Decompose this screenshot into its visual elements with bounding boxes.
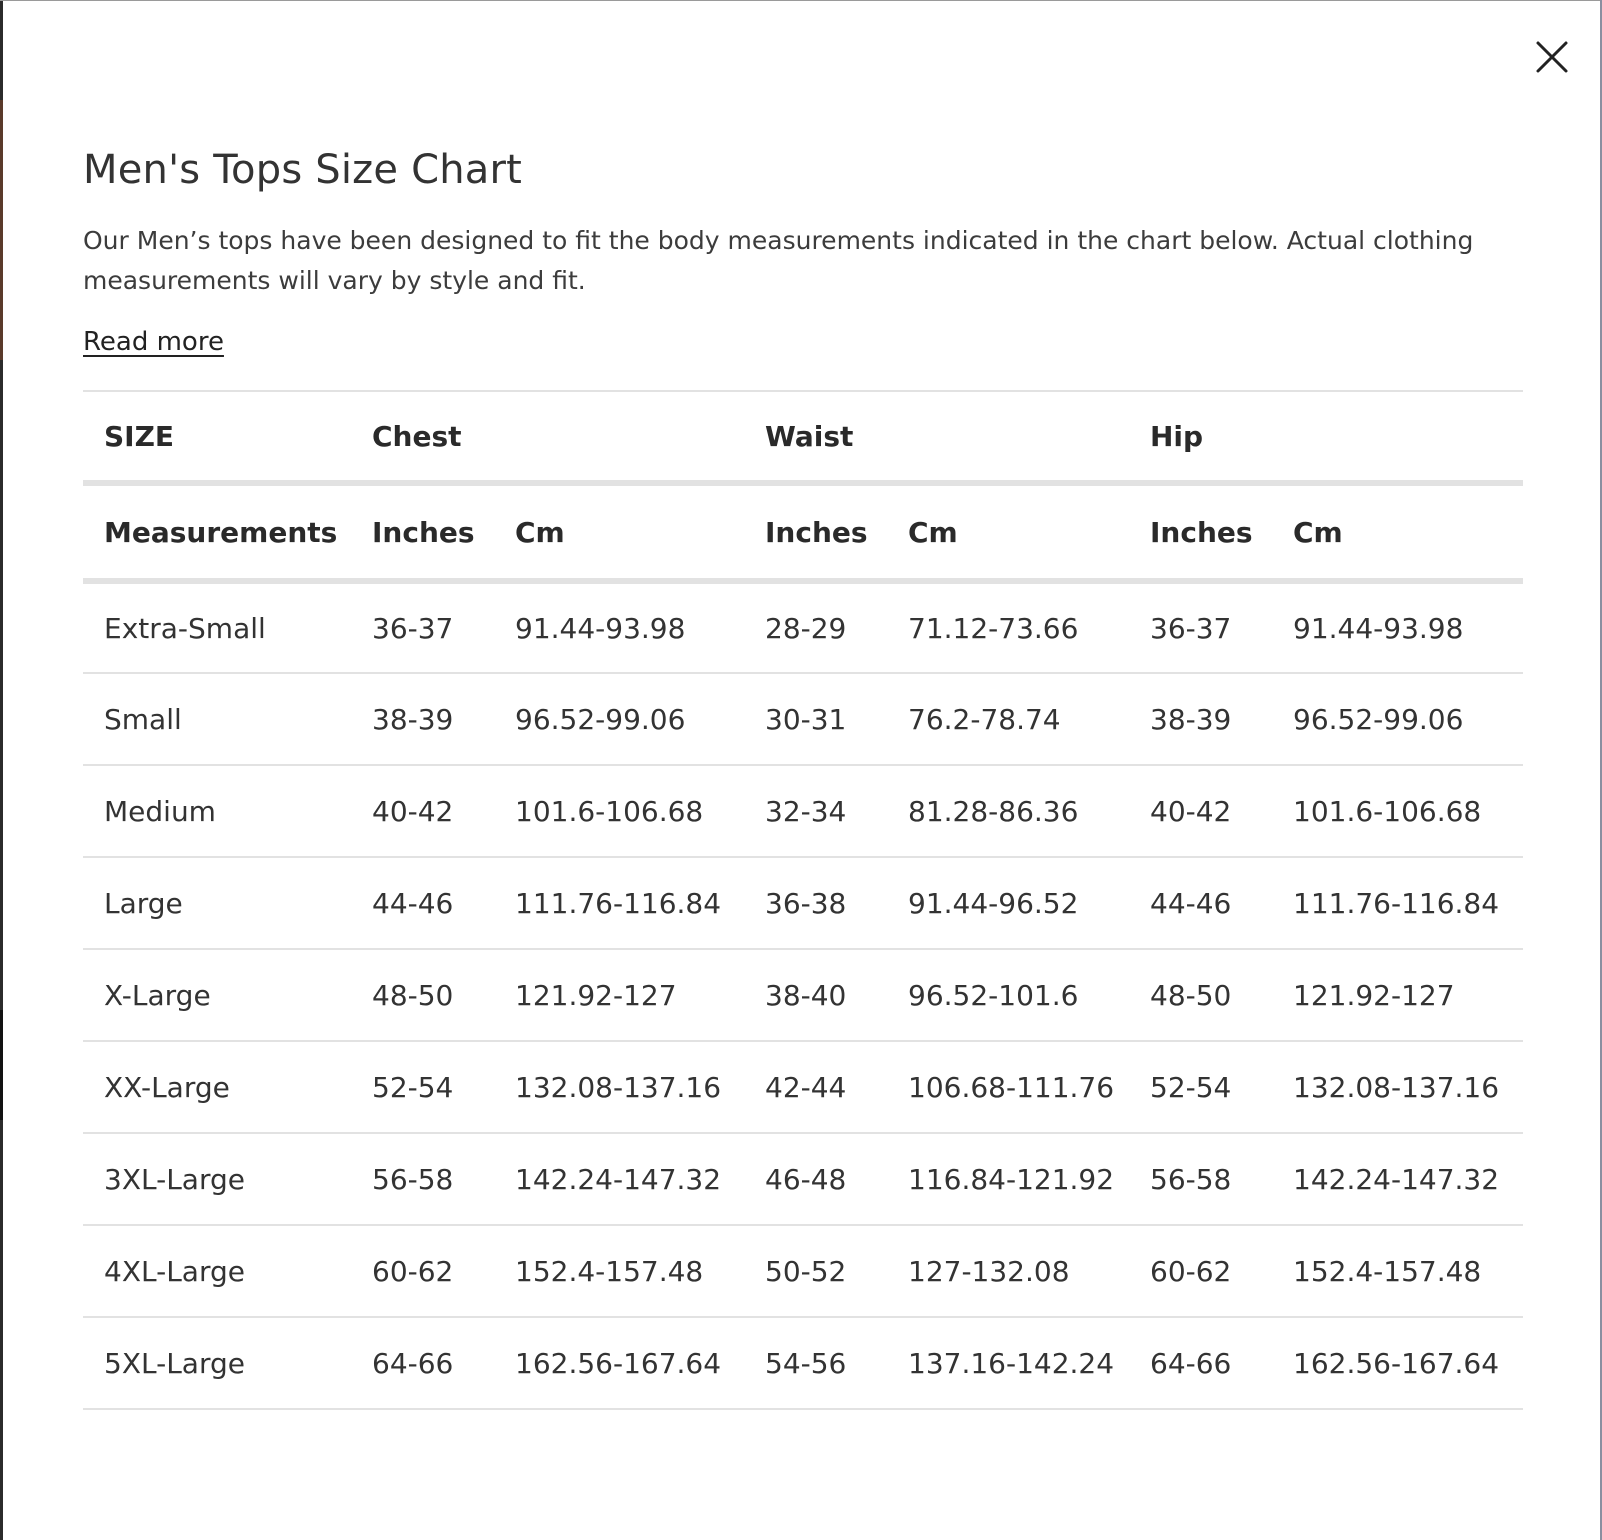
cell-size: XX-Large [104, 1070, 230, 1104]
close-icon [1532, 37, 1572, 77]
cell-hip-inches: 48-50 [1150, 978, 1232, 1012]
cell-waist-inches: 54-56 [765, 1346, 847, 1380]
subheader-hip-cm: Cm [1293, 515, 1343, 549]
table-row [83, 1133, 1523, 1225]
modal-title: Men's Tops Size Chart [83, 147, 523, 193]
subheader-waist-cm: Cm [908, 515, 958, 549]
close-button[interactable] [1532, 37, 1572, 77]
modal-description: Our Men’s tops have been designed to fit the body measurements indicated in the chart below. Actual clothing measurements will vary by style and fit. [83, 226, 1474, 295]
cell-chest-inches: 52-54 [372, 1070, 454, 1104]
table-row [83, 1317, 1523, 1409]
table-row [83, 673, 1523, 765]
table-header-row [83, 391, 1523, 483]
subheader-measurements: Measurements [104, 515, 338, 549]
cell-waist-cm: 71.12-73.66 [908, 611, 1079, 645]
cell-waist-cm: 91.44-96.52 [908, 886, 1079, 920]
table-row [83, 1225, 1523, 1317]
cell-hip-inches: 52-54 [1150, 1070, 1232, 1104]
cell-hip-inches: 38-39 [1150, 702, 1232, 736]
cell-size: 5XL-Large [104, 1346, 245, 1380]
cell-chest-inches: 38-39 [372, 702, 454, 736]
cell-size: Extra-Small [104, 611, 266, 645]
cell-waist-inches: 32-34 [765, 794, 847, 828]
cell-hip-cm: 91.44-93.98 [1293, 611, 1464, 645]
cell-hip-inches: 64-66 [1150, 1346, 1232, 1380]
header-size: SIZE [104, 419, 175, 453]
cell-chest-cm: 96.52-99.06 [515, 702, 686, 736]
cell-waist-cm: 106.68-111.76 [908, 1070, 1115, 1104]
cell-chest-cm: 111.76-116.84 [515, 886, 722, 920]
table-row [83, 949, 1523, 1041]
cell-hip-inches: 44-46 [1150, 886, 1232, 920]
cell-hip-inches: 40-42 [1150, 794, 1232, 828]
cell-chest-cm: 152.4-157.48 [515, 1254, 704, 1288]
cell-chest-inches: 60-62 [372, 1254, 454, 1288]
cell-hip-cm: 162.56-167.64 [1293, 1346, 1500, 1380]
cell-hip-cm: 111.76-116.84 [1293, 886, 1500, 920]
table-body [83, 581, 1523, 1409]
table-row [83, 765, 1523, 857]
subheader-chest-inches: Inches [372, 515, 475, 549]
cell-chest-inches: 40-42 [372, 794, 454, 828]
cell-hip-inches: 56-58 [1150, 1162, 1232, 1196]
size-chart-table [83, 390, 1523, 1410]
cell-chest-cm: 121.92-127 [515, 978, 677, 1012]
cell-waist-cm: 137.16-142.24 [908, 1346, 1115, 1380]
cell-waist-inches: 28-29 [765, 611, 847, 645]
cell-hip-cm: 96.52-99.06 [1293, 702, 1464, 736]
cell-chest-cm: 162.56-167.64 [515, 1346, 722, 1380]
read-more-link[interactable]: Read more [83, 327, 224, 357]
cell-chest-cm: 101.6-106.68 [515, 794, 704, 828]
subheader-hip-inches: Inches [1150, 515, 1253, 549]
table-row [83, 581, 1523, 673]
cell-hip-inches: 36-37 [1150, 611, 1232, 645]
table-subheader-row [83, 483, 1523, 581]
cell-hip-cm: 152.4-157.48 [1293, 1254, 1482, 1288]
cell-chest-cm: 132.08-137.16 [515, 1070, 722, 1104]
cell-size: Small [104, 702, 182, 736]
header-waist: Waist [765, 419, 854, 453]
cell-size: X-Large [104, 978, 211, 1012]
cell-hip-cm: 121.92-127 [1293, 978, 1455, 1012]
table-row [83, 857, 1523, 949]
cell-waist-inches: 42-44 [765, 1070, 847, 1104]
cell-chest-inches: 48-50 [372, 978, 454, 1012]
cell-waist-inches: 46-48 [765, 1162, 847, 1196]
cell-hip-cm: 132.08-137.16 [1293, 1070, 1500, 1104]
header-hip: Hip [1150, 419, 1204, 453]
cell-hip-inches: 60-62 [1150, 1254, 1232, 1288]
cell-chest-cm: 142.24-147.32 [515, 1162, 722, 1196]
cell-waist-inches: 38-40 [765, 978, 847, 1012]
cell-waist-cm: 116.84-121.92 [908, 1162, 1115, 1196]
cell-size: 4XL-Large [104, 1254, 245, 1288]
subheader-chest-cm: Cm [515, 515, 565, 549]
cell-waist-inches: 36-38 [765, 886, 847, 920]
cell-chest-inches: 56-58 [372, 1162, 454, 1196]
cell-hip-cm: 101.6-106.68 [1293, 794, 1482, 828]
cell-chest-inches: 44-46 [372, 886, 454, 920]
cell-size: 3XL-Large [104, 1162, 245, 1196]
cell-size: Large [104, 886, 183, 920]
table-row [83, 1041, 1523, 1133]
cell-waist-cm: 96.52-101.6 [908, 978, 1079, 1012]
cell-size: Medium [104, 794, 216, 828]
cell-chest-inches: 64-66 [372, 1346, 454, 1380]
cell-chest-inches: 36-37 [372, 611, 454, 645]
cell-chest-cm: 91.44-93.98 [515, 611, 686, 645]
header-chest: Chest [372, 419, 462, 453]
cell-waist-inches: 30-31 [765, 702, 847, 736]
cell-waist-cm: 127-132.08 [908, 1254, 1070, 1288]
cell-waist-inches: 50-52 [765, 1254, 847, 1288]
size-chart-modal [3, 1, 1600, 1540]
subheader-waist-inches: Inches [765, 515, 868, 549]
cell-waist-cm: 81.28-86.36 [908, 794, 1079, 828]
cell-waist-cm: 76.2-78.74 [908, 702, 1061, 736]
cell-hip-cm: 142.24-147.32 [1293, 1162, 1500, 1196]
